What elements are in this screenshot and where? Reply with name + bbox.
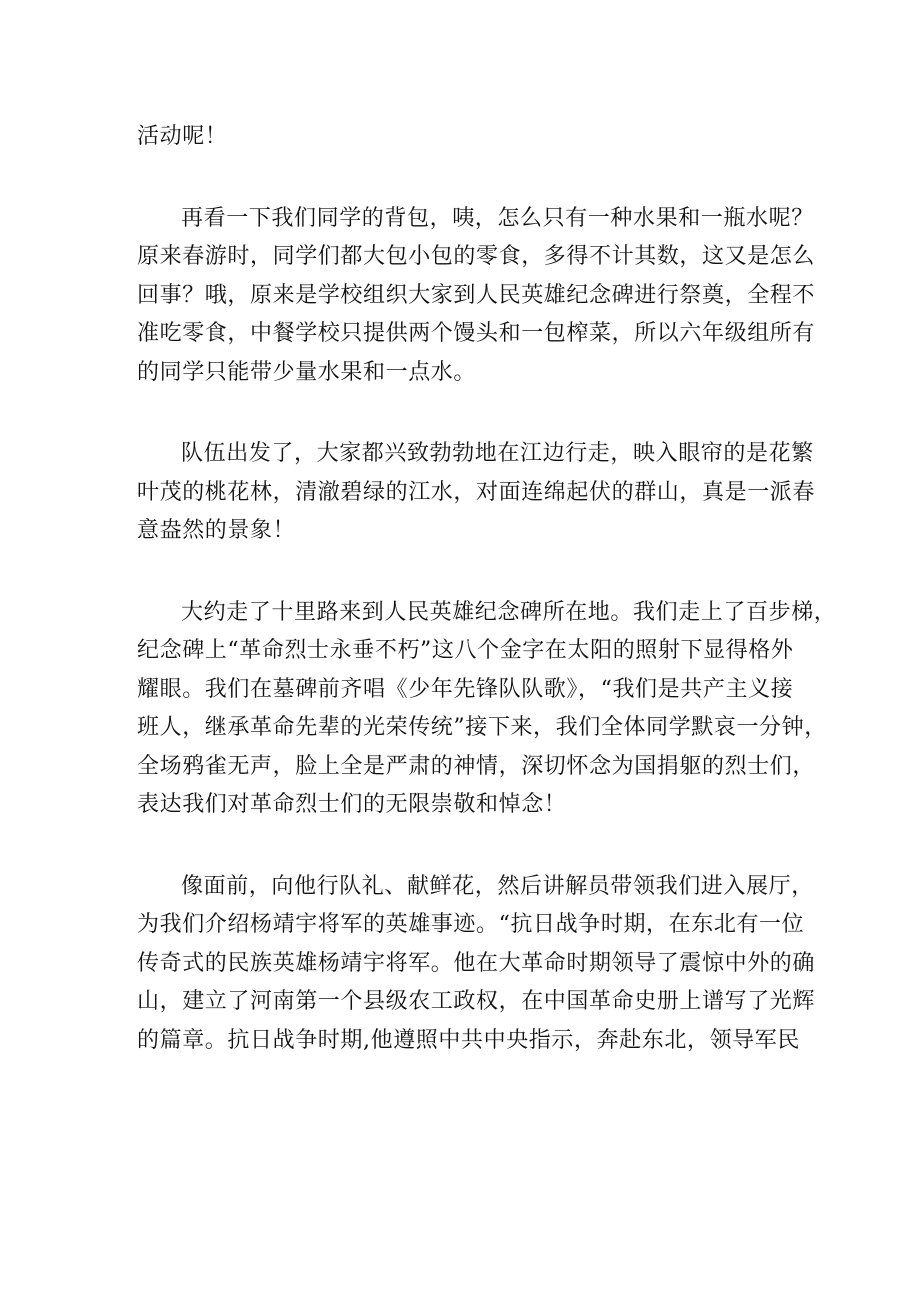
paragraph-line: 山，建立了河南第一个县级农工政权，在中国革命史册上谱写了光辉 xyxy=(137,989,816,1014)
paragraph-line: 叶茂的桃花林，清澈碧绿的江水，对面连绵起伏的群山，真是一派春 xyxy=(137,479,816,505)
paragraph-line: 准吃零食，中餐学校只提供两个馒头和一包榨菜，所以六年级组所有 xyxy=(137,321,816,346)
paragraph-line: 活动呢！ xyxy=(137,124,228,149)
paragraph-2 xyxy=(137,200,816,393)
paragraph-4 xyxy=(137,594,837,825)
paragraph-line: 大约走了十里路来到人民英雄纪念碑所在地。我们走上了百步梯， xyxy=(181,599,837,625)
paragraph-1 xyxy=(137,118,799,157)
paragraph-line: 再看一下我们同学的背包，咦，怎么只有一种水果和一瓶水呢？ xyxy=(181,205,814,231)
paragraph-line: 传奇式的民族英雄杨靖宇将军。他在大革命时期领导了震惊中外的确 xyxy=(137,950,816,976)
paragraph-line: 表达我们对革命烈士们的无限崇敬和悼念！ xyxy=(137,792,567,817)
paragraph-line: 回事？哦，原来是学校组织大家到人民英雄纪念碑进行祭奠，全程不 xyxy=(137,282,816,308)
paragraph-line: 全场鸦雀无声，脸上全是严肃的神情，深切怀念为国捐躯的烈士们， xyxy=(137,753,816,779)
article-body xyxy=(137,118,837,1060)
paragraph-line: 的同学只能带少量水果和一点水。 xyxy=(137,359,477,385)
paragraph-line: 耀眼。我们在墓碑前齐唱《少年先锋队队歌》，“我们是共产主义接 xyxy=(137,676,794,702)
paragraph-line: 原来春游时，同学们都大包小包的零食，多得不计其数，这又是怎么 xyxy=(137,244,816,269)
paragraph-line: 意盎然的景象！ xyxy=(137,518,296,543)
paragraph-line: 班人，继承革命先辈的光荣传统”接下来，我们全体同学默哀一分钟， xyxy=(137,715,827,740)
paragraph-5 xyxy=(137,868,816,1061)
paragraph-line: 的篇章。抗日战争时期,他遵照中共中央指示，奔赴东北，领导军民 xyxy=(137,1027,800,1053)
paragraph-line: 像面前，向他行队礼、献鲜花，然后讲解员带领我们进入展厅， xyxy=(181,873,814,899)
paragraph-line: 纪念碑上“革命烈士永垂不朽”这八个金字在太阳的照射下显得格外 xyxy=(137,638,794,663)
paragraph-line: 为我们介绍杨靖宇将军的英雄事迹。“抗日战争时期，在东北有一位 xyxy=(137,912,805,937)
paragraph-3 xyxy=(137,435,816,551)
paragraph-line: 队伍出发了，大家都兴致勃勃地在江边行走，映入眼帘的是花繁 xyxy=(181,441,814,466)
